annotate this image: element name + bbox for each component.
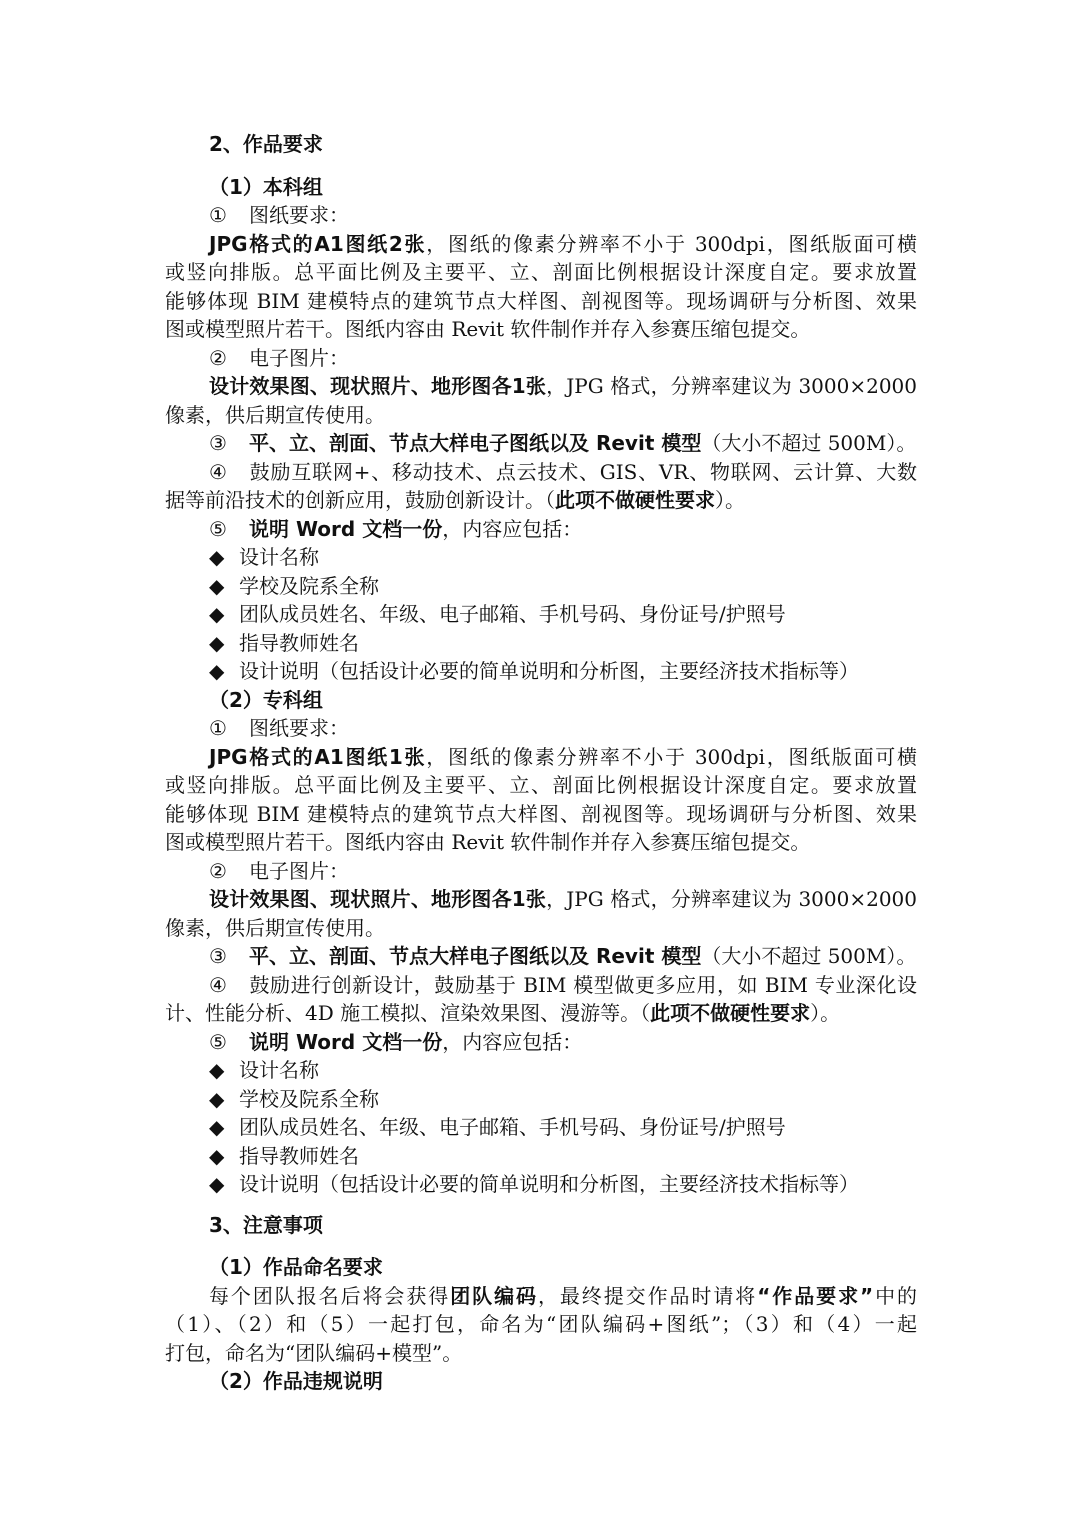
list-item: ◆ 学校及院系全称 [209,572,917,601]
college-title: （2）专科组 [209,687,323,712]
undergrad-item5: ⑤ 说明 Word 文档一份，内容应包括： [209,516,583,541]
undergrad-item1-heading: ① 图纸要求： [209,203,349,227]
college-item1-line4: 图或模型照片若干。图纸内容由 Revit 软件制作并存入参赛压缩包提交。 [165,830,811,854]
diamond-bullet-icon: ◆ [209,1086,225,1111]
section-2-title: 2、作品要求 [209,132,323,156]
college-item4-line2: 计、性能分析、4D 施工模拟、渲染效果图、漫游等。（此项不做硬性要求）。 [165,1001,841,1025]
naming-line1: 每个团队报名后将会获得团队编码，最终提交作品时请将“作品要求”中的 [209,1283,918,1308]
undergrad-item3: ③ 平、立、剖面、节点大样电子图纸以及 Revit 模型（大小不超过 500M）。 [209,431,917,455]
diamond-bullet-icon: ◆ [209,1115,225,1139]
undergrad-item4-line2: 据等前沿技术的创新应用，鼓励创新设计。（此项不做硬性要求）。 [165,488,745,512]
undergrad-item1-line4: 图或模型照片若干。图纸内容由 Revit 软件制作并存入参赛压缩包提交。 [165,317,811,341]
naming-line3: 打包，命名为“团队编码+模型”。 [165,1340,463,1365]
undergrad-item2-heading: ② 电子图片： [209,345,349,370]
college-item1-line3: 能够体现 BIM 建模特点的建筑节点大样图、剖视图等。现场调研与分析图、效果 [165,801,917,826]
undergrad-item1-line1: JPG格式的A1图纸2张，图纸的像素分辨率不小于 300dpi，图纸版面可横 [209,231,917,256]
violation-title: （2）作品违规说明 [209,1369,383,1393]
naming-title: （1）作品命名要求 [209,1255,383,1279]
undergrad-item2-line1: 设计效果图、现状照片、地形图各1张，JPG 格式，分辨率建议为 3000×2000 [209,374,917,398]
section-3-title: 3、注意事项 [209,1212,323,1237]
college-item4-line1: ④ 鼓励进行创新设计，鼓励基于 BIM 模型做更多应用，如 BIM 专业深化设 [209,972,917,997]
undergrad-title: （1）本科组 [209,174,323,199]
list-item: ◆ 学校及院系全称 [209,1085,917,1114]
list-item: ◆ 设计说明（包括设计必要的简单说明和分析图，主要经济技术指标等） [209,1170,917,1199]
diamond-bullet-icon: ◆ [209,1058,225,1082]
undergrad-item4-line1: ④ 鼓励互联网+、移动技术、点云技术、GIS、VR、物联网、云计算、大数 [209,459,917,484]
diamond-bullet-icon: ◆ [209,1172,225,1196]
list-item: ◆ 设计名称 [209,543,917,572]
college-item1-line1: JPG格式的A1图纸1张，图纸的像素分辨率不小于 300dpi，图纸版面可横 [209,744,917,769]
diamond-bullet-icon: ◆ [209,573,225,598]
college-item3: ③ 平、立、剖面、节点大样电子图纸以及 Revit 模型（大小不超过 500M）。 [209,944,917,968]
document-page [165,130,917,1396]
list-item: ◆ 设计名称 [209,1056,917,1085]
college-item1-heading: ① 图纸要求： [209,716,349,740]
list-item: ◆ 指导教师姓名 [209,629,917,658]
undergrad-item1-line3: 能够体现 BIM 建模特点的建筑节点大样图、剖视图等。现场调研与分析图、效果 [165,288,917,313]
list-item: ◆ 指导教师姓名 [209,1142,917,1171]
diamond-bullet-icon: ◆ [209,545,225,569]
list-item: ◆ 设计说明（包括设计必要的简单说明和分析图，主要经济技术指标等） [209,657,917,686]
undergrad-item2-line2: 像素，供后期宣传使用。 [165,402,385,427]
college-item2-line1: 设计效果图、现状照片、地形图各1张，JPG 格式，分辨率建议为 3000×2000 [209,887,917,911]
diamond-bullet-icon: ◆ [209,602,225,626]
college-item2-line2: 像素，供后期宣传使用。 [165,915,385,940]
list-item: ◆ 团队成员姓名、年级、电子邮箱、手机号码、身份证号/护照号 [209,600,917,629]
diamond-bullet-icon: ◆ [209,630,225,655]
diamond-bullet-icon: ◆ [209,1143,225,1168]
list-item: ◆ 团队成员姓名、年级、电子邮箱、手机号码、身份证号/护照号 [209,1113,917,1142]
undergrad-item1-line2: 或竖向排版。总平面比例及主要平、立、剖面比例根据设计深度自定。要求放置 [165,260,917,284]
college-item5: ⑤ 说明 Word 文档一份，内容应包括： [209,1029,583,1054]
naming-line2: （1）、（2）和（5）一起打包，命名为“团队编码+图纸”；（3）和（4）一起 [165,1312,917,1336]
college-item1-line2: 或竖向排版。总平面比例及主要平、立、剖面比例根据设计深度自定。要求放置 [165,773,917,797]
diamond-bullet-icon: ◆ [209,659,225,683]
college-item2-heading: ② 电子图片： [209,858,349,883]
